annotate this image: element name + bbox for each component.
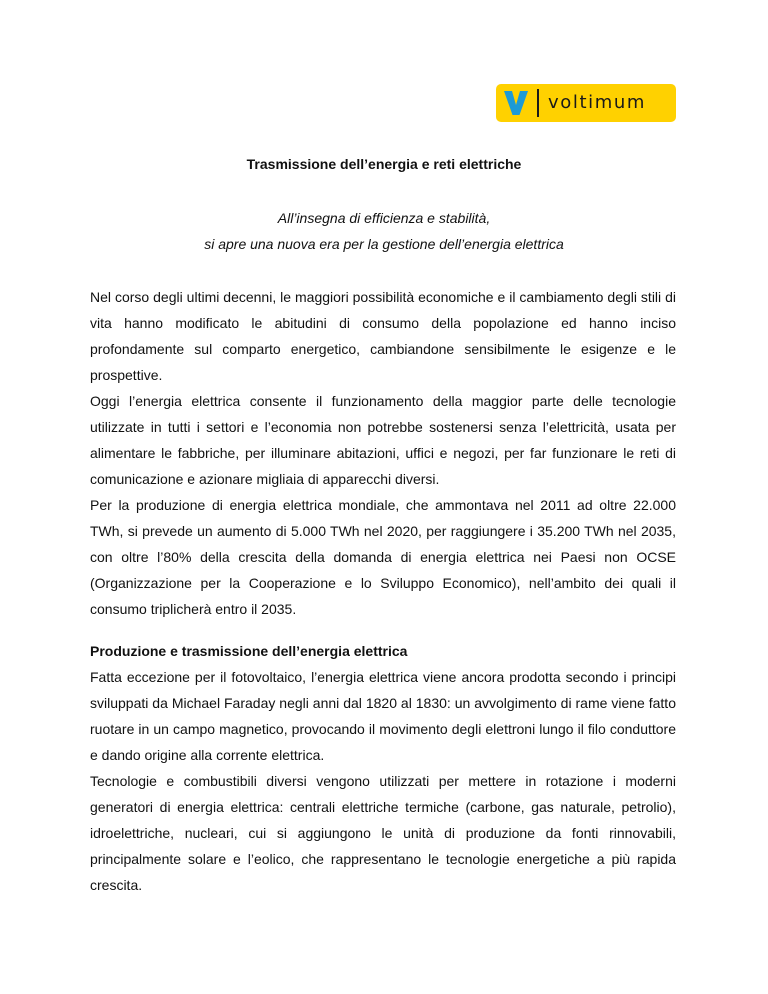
voltimum-v-icon [501, 88, 531, 118]
paragraph-intro: Nel corso degli ultimi decenni, le maggiori possibilità economiche e il cambiamento degli stili di vita hanno modificato le abitudini di consumo della popolazione ed hanno inciso profondamente sul comparto energetico, cambiandone sensibilmente le esigenze e le prospettive. [90, 289, 676, 383]
paragraph-production-forecast: Per la produzione di energia elettrica mondiale, che ammontava nel 2011 ad oltre 22.000 TWh, si prevede un aumento di 5.000 TWh nel 2020, per raggiungere i 35.200 TWh nel 2035, con oltre l’80% della crescita della domanda di energia elettrica nei Paesi non OCSE (Organizzazione per la Cooperazione e lo Sviluppo Economico), nell’ambito dei quali il consumo triplicherà entro il 2035. [90, 497, 676, 617]
logo-divider [537, 89, 539, 117]
voltimum-logo [496, 84, 676, 122]
subtitle-line-1: All’insegna di efficienza e stabilità, [277, 210, 491, 226]
paragraph-technologies: Tecnologie e combustibili diversi vengono utilizzati per mettere in rotazione i moderni generatori di energia elettrica: centrali elettriche termiche (carbone, gas naturale, petrolio), idroelettriche, nucleari, cui si aggiungono le unità di produzione da fonti rinnovabili, principalmente solare e l’eolico, che rappresentano le tecnologie energetiche a più rapida crescita. [90, 773, 676, 893]
logo-wordmark: voltimum [548, 92, 647, 113]
paragraph-electricity-today: Oggi l’energia elettrica consente il funzionamento della maggior parte delle tecnologie utilizzate in tutti i settori e l’economia non potrebbe sostenersi senza l’elettricità, usata per alimentare le fabbriche, per illuminare abitazioni, uffici e negozi, per far funzionare le reti di comunicazione e azionare migliaia di apparecchi diversi. [90, 393, 676, 487]
subtitle-line-2: si apre una nuova era per la gestione dell’energia elettrica [204, 236, 564, 252]
document-title: Trasmissione dell’energia e reti elettriche [246, 156, 522, 172]
section-heading: Produzione e trasmissione dell’energia elettrica [90, 643, 408, 659]
paragraph-faraday: Fatta eccezione per il fotovoltaico, l’energia elettrica viene ancora prodotta secondo i principi sviluppati da Michael Faraday negli anni dal 1820 al 1830: un avvolgimento di rame viene fatto ruotare in un campo magnetico, provocando il movimento degli elettroni lungo il filo conduttore e dando origine alla corrente elettrica. [90, 669, 676, 763]
